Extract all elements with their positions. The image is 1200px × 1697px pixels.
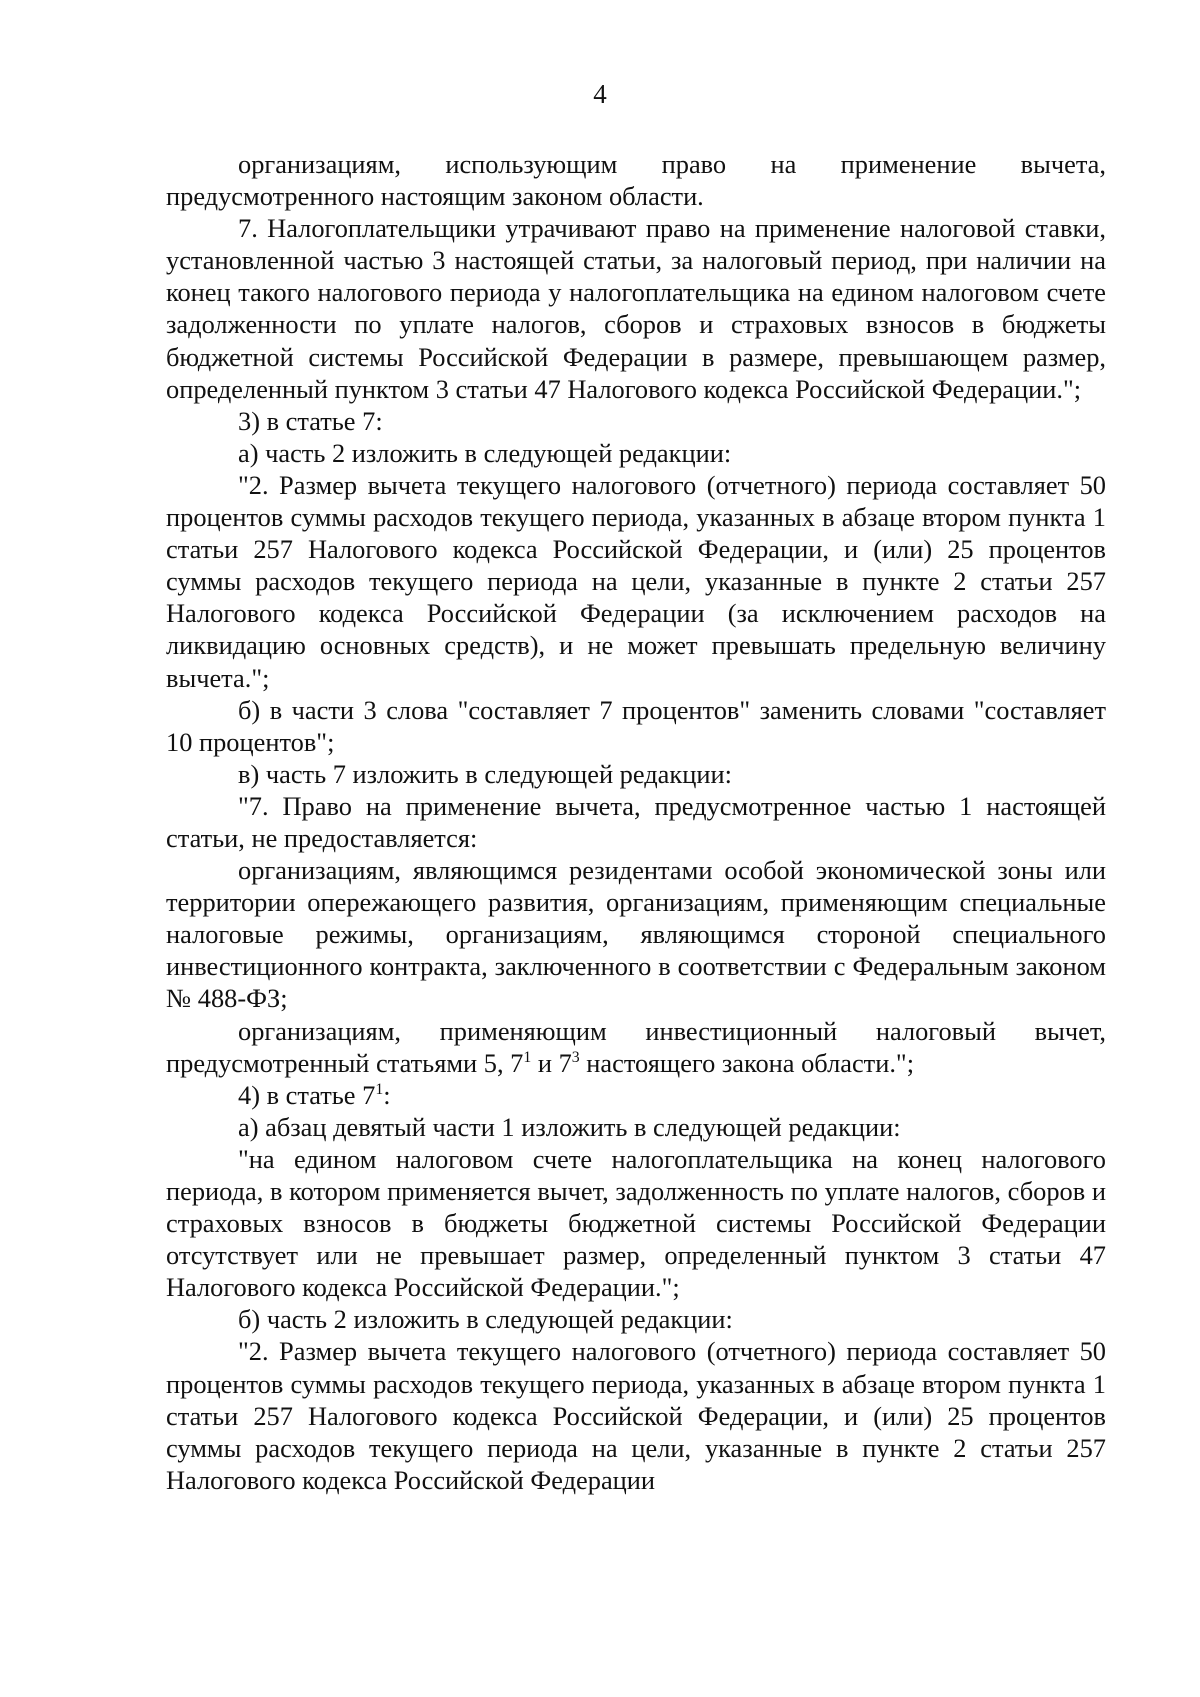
text-part: и 7 [531, 1047, 572, 1078]
paragraph-part-2-text: "2. Размер вычета текущего налогового (отчетного) периода составляет 50 процентов суммы расходов текущего периода, указанных в абзаце втором пункта 1 статьи 257 Налогового кодекса Российской Федерации, и (или) 25 процентов суммы расходов текущего периода на цели, указанные в пункте 2 статьи 257 Налогового кодекса Российской Федерации (за исключением расходов на ликвидацию основных средств), и не может превышать предельную величину вычета."; [166, 469, 1106, 693]
document-body [166, 148, 1106, 1496]
paragraph-subitem-v: в) часть 7 изложить в следующей редакции: [238, 758, 732, 789]
page-number: 4 [593, 79, 607, 109]
paragraph-subitem-b: б) в части 3 слова "составляет 7 процентов" заменить словами "составляет 10 процентов"; [166, 694, 1106, 757]
paragraph-article-7-1 [166, 1079, 1106, 1111]
superscript: 3 [571, 1048, 580, 1066]
paragraph-subitem-a: а) часть 2 изложить в следующей редакции: [238, 437, 732, 468]
paragraph-subitem-b-2: б) часть 2 изложить в следующей редакции: [238, 1304, 733, 1335]
paragraph-continuation: организациям, использующим право на применение вычета, предусмотренного настоящим законом области. [166, 149, 1106, 212]
paragraph-subitem-a-2: а) абзац девятый части 1 изложить в следующей редакции: [238, 1111, 901, 1142]
paragraph-part-2-text-repeat: "2. Размер вычета текущего налогового (отчетного) периода составляет 50 процентов суммы расходов текущего периода, указанных в абзаце втором пункта 1 статьи 257 Налогового кодекса Российской Федерации, и (или) 25 процентов суммы расходов текущего периода на цели, указанные в пункте 2 статьи 257 Налогового кодекса Российской Федерации [166, 1336, 1106, 1495]
paragraph-organizations-residents: организациям, являющимся резидентами особой экономической зоны или территории опережающего развития, организациям, применяющим специальные налоговые режимы, организациям, являющимся стороной специального инвестиционного контракта, заключенного в соответствии с Федеральным законом № 488-ФЗ; [166, 855, 1106, 1014]
text-part: 4) в статье 7 [238, 1079, 376, 1110]
superscript: 1 [523, 1048, 532, 1066]
text-part: настоящего закона области."; [579, 1047, 915, 1078]
superscript: 1 [375, 1080, 384, 1098]
text-part: организациям, применяющим инвестиционный налоговый вычет, предусмотренный статьями 5, 7 [166, 1015, 1106, 1078]
paragraph-tax-account-text: "на едином налоговом счете налогоплательщика на конец налогового периода, в котором применяется вычет, задолженность по уплате налогов, сборов и страховых взносов в бюджеты бюджетной системы Российской Федерации отсутствует или не превышает размер, определенный пунктом 3 статьи 47 Налогового кодекса Российской Федерации."; [166, 1143, 1106, 1303]
paragraph-article-7: 3) в статье 7: [238, 405, 383, 436]
paragraph-item-7: 7. Налогоплательщики утрачивают право на применение налоговой ставки, установленной частью 3 настоящей статьи, за налоговый период, при наличии на конец такого налогового периода у налогоплательщика на едином налоговом счете задолженности по уплате налогов, сборов и страховых взносов в бюджеты бюджетной системы Российской Федерации в размере, превышающем размер, определенный пунктом 3 статьи 47 Налогового кодекса Российской Федерации."; [166, 213, 1106, 404]
text-part: : [383, 1079, 391, 1110]
paragraph-part-7-text: "7. Право на применение вычета, предусмотренное частью 1 настоящей статьи, не предоставляется: [166, 790, 1106, 853]
paragraph-organizations-investment [166, 1015, 1106, 1079]
